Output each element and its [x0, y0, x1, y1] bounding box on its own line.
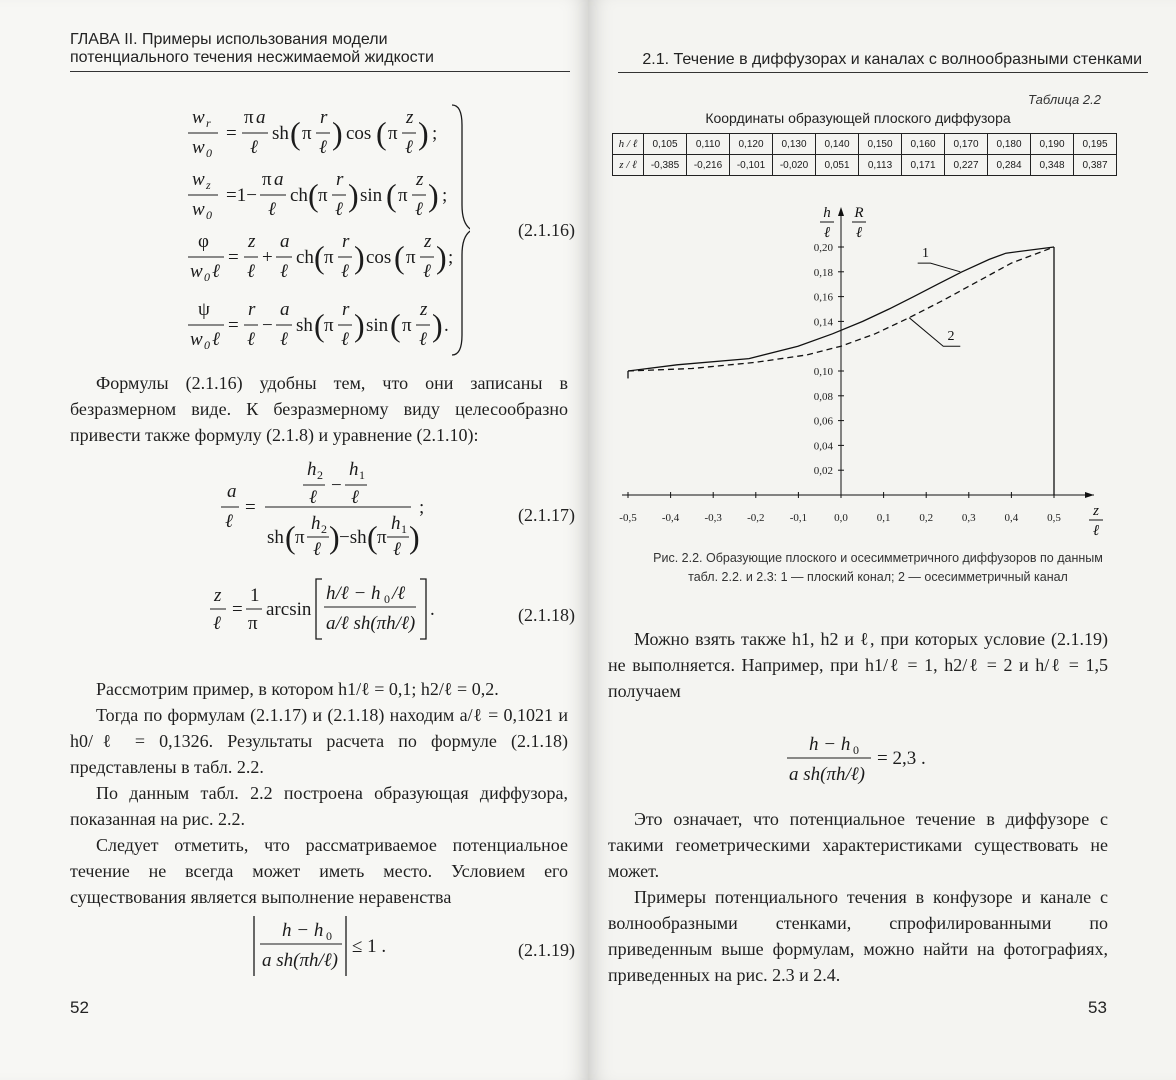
svg-text:a: a — [227, 481, 237, 502]
left-paragraph-5: Следует отметить, что рассматриваемое потенциальное течение не всегда может иметь место. Условием его существования является выполнение неравенства — [70, 835, 568, 907]
equation-2-1-17 — [215, 455, 430, 565]
svg-text:π: π — [295, 527, 305, 548]
y-tick-label: 0,08 — [813, 390, 833, 403]
svg-text:0: 0 — [326, 929, 332, 943]
right-page — [588, 0, 1176, 1080]
table-cell: 0,170 — [945, 134, 988, 155]
y-tick-label: 0,10 — [813, 366, 833, 378]
svg-text:h: h — [311, 513, 321, 534]
svg-text:ch: ch — [290, 185, 308, 206]
right-header-rule — [618, 72, 1148, 73]
table-cell: 0,284 — [988, 155, 1031, 176]
left-paragraph-3: Тогда по формулам (2.1.17) и (2.1.18) находим a/ℓ = 0,1021 и h0/ℓ = 0,1326. Результаты расчета по формуле (2.1.18) представлены в табл. 2.2. — [70, 705, 568, 777]
svg-text:;: ; — [419, 497, 425, 518]
svg-text:0: 0 — [204, 270, 210, 284]
svg-text:π: π — [302, 123, 312, 144]
x-tick-label: 0,3 — [961, 512, 976, 524]
x-tick-label: 0,5 — [1047, 512, 1061, 524]
svg-text:−sh: −sh — [339, 527, 367, 548]
y-tick-label: 0,14 — [813, 316, 833, 329]
svg-text:a: a — [280, 299, 290, 320]
svg-text:h/ℓ − h: h/ℓ − h — [326, 583, 381, 604]
eq-label-2-1-16: (2.1.16) — [518, 220, 575, 240]
svg-text:r: r — [248, 299, 256, 320]
left-header-line1: ГЛАВА II. Примеры использования модели — [70, 31, 388, 48]
y-tick-label: 0,20 — [813, 242, 833, 254]
table-cell: 0,150 — [859, 134, 902, 155]
svg-text:ℓ: ℓ — [415, 199, 423, 220]
svg-text:sin: sin — [366, 315, 389, 336]
table-title: Координаты образующей плоского диффузора — [705, 110, 1011, 126]
svg-text:(: ( — [314, 307, 325, 343]
svg-text:π: π — [398, 185, 408, 206]
svg-text:1: 1 — [401, 522, 407, 536]
svg-text:1: 1 — [250, 585, 260, 606]
table-cell: 0,130 — [773, 134, 816, 155]
equation-result — [783, 728, 943, 788]
svg-text:w: w — [190, 329, 203, 350]
svg-text:ℓ: ℓ — [280, 329, 288, 350]
svg-text:): ) — [428, 177, 439, 213]
svg-text:w: w — [192, 199, 205, 220]
svg-text:): ) — [354, 307, 365, 343]
svg-text:ℓ: ℓ — [213, 613, 221, 634]
left-header-line2: потенциального течения несжимаемой жидкости — [70, 49, 434, 66]
svg-text:z: z — [206, 178, 211, 192]
svg-text:ℓ: ℓ — [309, 487, 317, 508]
svg-text:(: ( — [308, 177, 319, 213]
left-paragraph-4: По данным табл. 2.2 построена образующая диффузора, показанная на рис. 2.2. — [70, 783, 568, 829]
y-label-right-denominator: ℓ — [855, 225, 863, 241]
svg-text:=: = — [245, 497, 256, 518]
table-row-z-head: z / ℓ — [613, 155, 644, 176]
svg-text:π: π — [388, 123, 398, 144]
svg-text:(: ( — [285, 519, 296, 555]
y-tick-label: 0,18 — [813, 266, 833, 279]
table-cell: 0,171 — [902, 155, 945, 176]
svg-text:h − h: h − h — [282, 920, 324, 941]
table-cell: 0,110 — [687, 134, 730, 155]
svg-text:ℓ: ℓ — [341, 329, 349, 350]
svg-text:sin: sin — [360, 185, 383, 206]
svg-text:+: + — [262, 247, 273, 268]
table-label: Таблица 2.2 — [1028, 92, 1101, 107]
svg-text:ℓ: ℓ — [268, 199, 276, 220]
svg-text:ℓ: ℓ — [225, 511, 233, 532]
svg-text:a: a — [280, 231, 290, 252]
figure-caption-line2: табл. 2.2. и 2.3: 1 — плоский конал; 2 — осесимметричный канал — [688, 570, 1068, 584]
svg-text:): ) — [332, 115, 343, 151]
svg-text:): ) — [409, 519, 420, 555]
svg-text:ch: ch — [296, 247, 314, 268]
left-header-rule — [70, 71, 570, 72]
table-cell: 0,051 — [816, 155, 859, 176]
svg-text:sh: sh — [296, 315, 313, 336]
svg-text:2: 2 — [321, 522, 327, 536]
svg-text:ℓ: ℓ — [341, 261, 349, 282]
svg-text:φ: φ — [198, 231, 209, 252]
table-cell: 0,113 — [859, 155, 902, 176]
x-tick-label: -0,1 — [789, 512, 808, 524]
svg-text:cos: cos — [346, 123, 372, 144]
svg-text:ℓ: ℓ — [419, 329, 427, 350]
svg-text:π: π — [377, 527, 387, 548]
svg-text:r: r — [342, 299, 350, 320]
series-1-leader — [918, 263, 961, 272]
svg-text:a sh(πh/ℓ): a sh(πh/ℓ) — [262, 950, 339, 971]
svg-text:=: = — [232, 599, 243, 620]
table-cell: 0,227 — [945, 155, 988, 176]
svg-text:): ) — [348, 177, 359, 213]
table-cell: 0,105 — [644, 134, 687, 155]
svg-text:(: ( — [290, 115, 301, 151]
svg-text:=: = — [228, 247, 239, 268]
svg-text:): ) — [329, 519, 340, 555]
svg-text:−: − — [331, 475, 342, 496]
svg-text:ℓ: ℓ — [423, 261, 431, 282]
svg-text:π: π — [244, 107, 254, 128]
x-tick-label: 0,2 — [919, 512, 934, 524]
equation-2-1-16 — [180, 95, 470, 365]
svg-text:ℓ: ℓ — [247, 329, 255, 350]
left-page-number: 52 — [70, 998, 89, 1017]
diffuser-chart — [588, 195, 1176, 545]
table-cell: 0,387 — [1074, 155, 1117, 176]
svg-text:=: = — [228, 315, 239, 336]
svg-text:w: w — [192, 107, 205, 128]
svg-text:r: r — [320, 107, 328, 128]
svg-text:(: ( — [376, 115, 387, 151]
svg-text:w: w — [192, 137, 205, 158]
svg-text:=: = — [226, 123, 237, 144]
svg-text:1: 1 — [359, 468, 365, 482]
table-row-z — [613, 155, 1117, 176]
table-cell: 0,160 — [902, 134, 945, 155]
svg-text:r: r — [336, 169, 344, 190]
svg-text:arcsin: arcsin — [266, 599, 312, 620]
svg-text:ℓ: ℓ — [250, 137, 258, 158]
series-2-label: 2 — [947, 329, 955, 344]
x-tick-label: -0,5 — [619, 512, 637, 524]
svg-text:a sh(πh/ℓ): a sh(πh/ℓ) — [789, 764, 866, 785]
svg-text:=1−: =1− — [226, 185, 257, 206]
svg-text:): ) — [436, 239, 447, 275]
svg-text:z: z — [424, 231, 432, 252]
table-row-h — [613, 134, 1117, 155]
y-tick-label: 0,04 — [813, 440, 833, 453]
x-tick-label: -0,4 — [661, 512, 680, 524]
x-tick-label: 0,0 — [834, 512, 848, 524]
right-header: 2.1. Течение в диффузорах и каналах с волнообразными стенками — [642, 51, 1142, 68]
coordinates-table — [612, 133, 1117, 176]
x-tick-label: 0,4 — [1004, 512, 1019, 524]
svg-text:ℓ: ℓ — [280, 261, 288, 282]
svg-text:h: h — [307, 459, 317, 480]
svg-text:π: π — [324, 247, 334, 268]
svg-text:;: ; — [442, 185, 448, 206]
svg-text:cos: cos — [366, 247, 392, 268]
svg-text:2: 2 — [317, 468, 323, 482]
x-tick-label: -0,2 — [747, 512, 765, 524]
svg-text:ψ: ψ — [198, 299, 210, 320]
equation-2-1-19 — [250, 912, 400, 982]
svg-text:w: w — [192, 169, 205, 190]
figure-caption-line1: Рис. 2.2. Образующие плоского и осесимметричного диффузоров по данным — [653, 551, 1103, 565]
svg-text:/ℓ: /ℓ — [392, 583, 406, 604]
svg-text:ℓ: ℓ — [319, 137, 327, 158]
svg-text:(: ( — [386, 177, 397, 213]
svg-text:0: 0 — [204, 338, 210, 352]
svg-text:π: π — [402, 315, 412, 336]
svg-text:0: 0 — [384, 592, 390, 606]
svg-text:): ) — [418, 115, 429, 151]
right-paragraph-3: Примеры потенциального течения в конфузоре и канале с волнообразными стенками, спрофилированными по приведенным выше формулам, можно найти на фотографиях, приведенных на рис. 2.3 и 2.4. — [608, 887, 1108, 985]
y-tick-label: 0,16 — [813, 291, 833, 304]
svg-text:π: π — [318, 185, 328, 206]
svg-text:.: . — [444, 315, 449, 336]
svg-text:z: z — [420, 299, 428, 320]
table-cell: 0,195 — [1074, 134, 1117, 155]
svg-text:(: ( — [390, 307, 401, 343]
table-cell: 0,120 — [730, 134, 773, 155]
y-label-left-numerator: h — [823, 205, 831, 221]
svg-text:sh: sh — [272, 123, 289, 144]
table-row-h-head: h / ℓ — [613, 134, 644, 155]
svg-text:): ) — [354, 239, 365, 275]
y-tick-label: 0,02 — [813, 465, 833, 478]
svg-text:sh: sh — [267, 527, 284, 548]
svg-text:ℓ: ℓ — [393, 539, 401, 560]
eq-label-2-1-19: (2.1.19) — [518, 940, 575, 960]
svg-text:r: r — [342, 231, 350, 252]
svg-text:≤ 1 .: ≤ 1 . — [352, 936, 387, 957]
x-tick-label: 0,1 — [876, 512, 891, 524]
svg-text:π: π — [262, 169, 272, 190]
table-cell: 0,348 — [1031, 155, 1074, 176]
svg-text:−: − — [262, 315, 273, 336]
table-cell: -0,216 — [687, 155, 730, 176]
svg-text:h − h: h − h — [809, 734, 851, 755]
table-cell: 0,190 — [1031, 134, 1074, 155]
svg-text:): ) — [432, 307, 443, 343]
svg-text:z: z — [406, 107, 414, 128]
svg-text:ℓ: ℓ — [212, 329, 220, 350]
svg-text:z: z — [214, 585, 222, 606]
table-cell: 0,140 — [816, 134, 859, 155]
x-label-numerator: z — [1093, 503, 1099, 519]
y-label-left-denominator: ℓ — [823, 225, 831, 241]
svg-text:ℓ: ℓ — [335, 199, 343, 220]
x-label-denominator: ℓ — [1092, 523, 1100, 539]
svg-text:π: π — [248, 613, 258, 634]
y-label-right-numerator: R — [854, 205, 864, 221]
svg-text:w: w — [190, 261, 203, 282]
svg-text:;: ; — [448, 247, 454, 268]
right-paragraph-1: Можно взять также h1, h2 и ℓ, при которых условие (2.1.19) не выполняется. Например, при h1/ℓ = 1, h2/ℓ = 2 и h/ℓ = 1,5 получаем — [608, 629, 1108, 701]
y-tick-label: 0,06 — [813, 415, 833, 428]
x-tick-label: -0,3 — [704, 512, 722, 524]
svg-text:a: a — [274, 169, 284, 190]
x-axis-arrow — [1085, 492, 1094, 498]
svg-text:ℓ: ℓ — [212, 261, 220, 282]
svg-text:π: π — [324, 315, 334, 336]
svg-text:ℓ: ℓ — [247, 261, 255, 282]
svg-text:(: ( — [314, 239, 325, 275]
eq-label-2-1-18: (2.1.18) — [518, 605, 575, 625]
svg-text:= 2,3 .: = 2,3 . — [877, 748, 926, 769]
svg-text:0: 0 — [206, 146, 212, 160]
svg-text:(: ( — [367, 519, 378, 555]
equation-2-1-18 — [210, 575, 440, 645]
svg-text:;: ; — [432, 123, 438, 144]
svg-text:(: ( — [394, 239, 405, 275]
svg-text:h: h — [391, 513, 401, 534]
eq-label-2-1-17: (2.1.17) — [518, 505, 575, 525]
right-paragraph-2: Это означает, что потенциальное течение в диффузоре с такими геометрическими характеристиками существовать не может. — [608, 809, 1108, 881]
y-axis-arrow — [838, 207, 844, 216]
right-page-number: 53 — [1088, 998, 1107, 1017]
table-cell: -0,385 — [644, 155, 687, 176]
svg-text:ℓ: ℓ — [405, 137, 413, 158]
series-1-label: 1 — [921, 245, 929, 261]
table-cell: -0,101 — [730, 155, 773, 176]
svg-text:h: h — [349, 459, 359, 480]
svg-text:ℓ: ℓ — [351, 487, 359, 508]
svg-text:a/ℓ sh(πh/ℓ): a/ℓ sh(πh/ℓ) — [326, 613, 416, 634]
svg-text:0: 0 — [853, 743, 859, 757]
svg-text:π: π — [406, 247, 416, 268]
svg-text:0: 0 — [206, 208, 212, 222]
left-paragraph-2: Рассмотрим пример, в котором h1/ℓ = 0,1; h2/ℓ = 0,2. — [96, 679, 499, 699]
svg-text:z: z — [416, 169, 424, 190]
svg-text:a: a — [256, 107, 266, 128]
svg-text:.: . — [430, 599, 435, 620]
svg-text:ℓ: ℓ — [313, 539, 321, 560]
left-paragraph-1: Формулы (2.1.16) удобны тем, что они записаны в безразмерном виде. К безразмерному виду целесообразно привести также формулу (2.1.8) и уравнение (2.1.10): — [70, 373, 568, 445]
table-cell: -0,020 — [773, 155, 816, 176]
svg-text:r: r — [206, 116, 211, 130]
table-cell: 0,180 — [988, 134, 1031, 155]
svg-text:z: z — [248, 231, 256, 252]
